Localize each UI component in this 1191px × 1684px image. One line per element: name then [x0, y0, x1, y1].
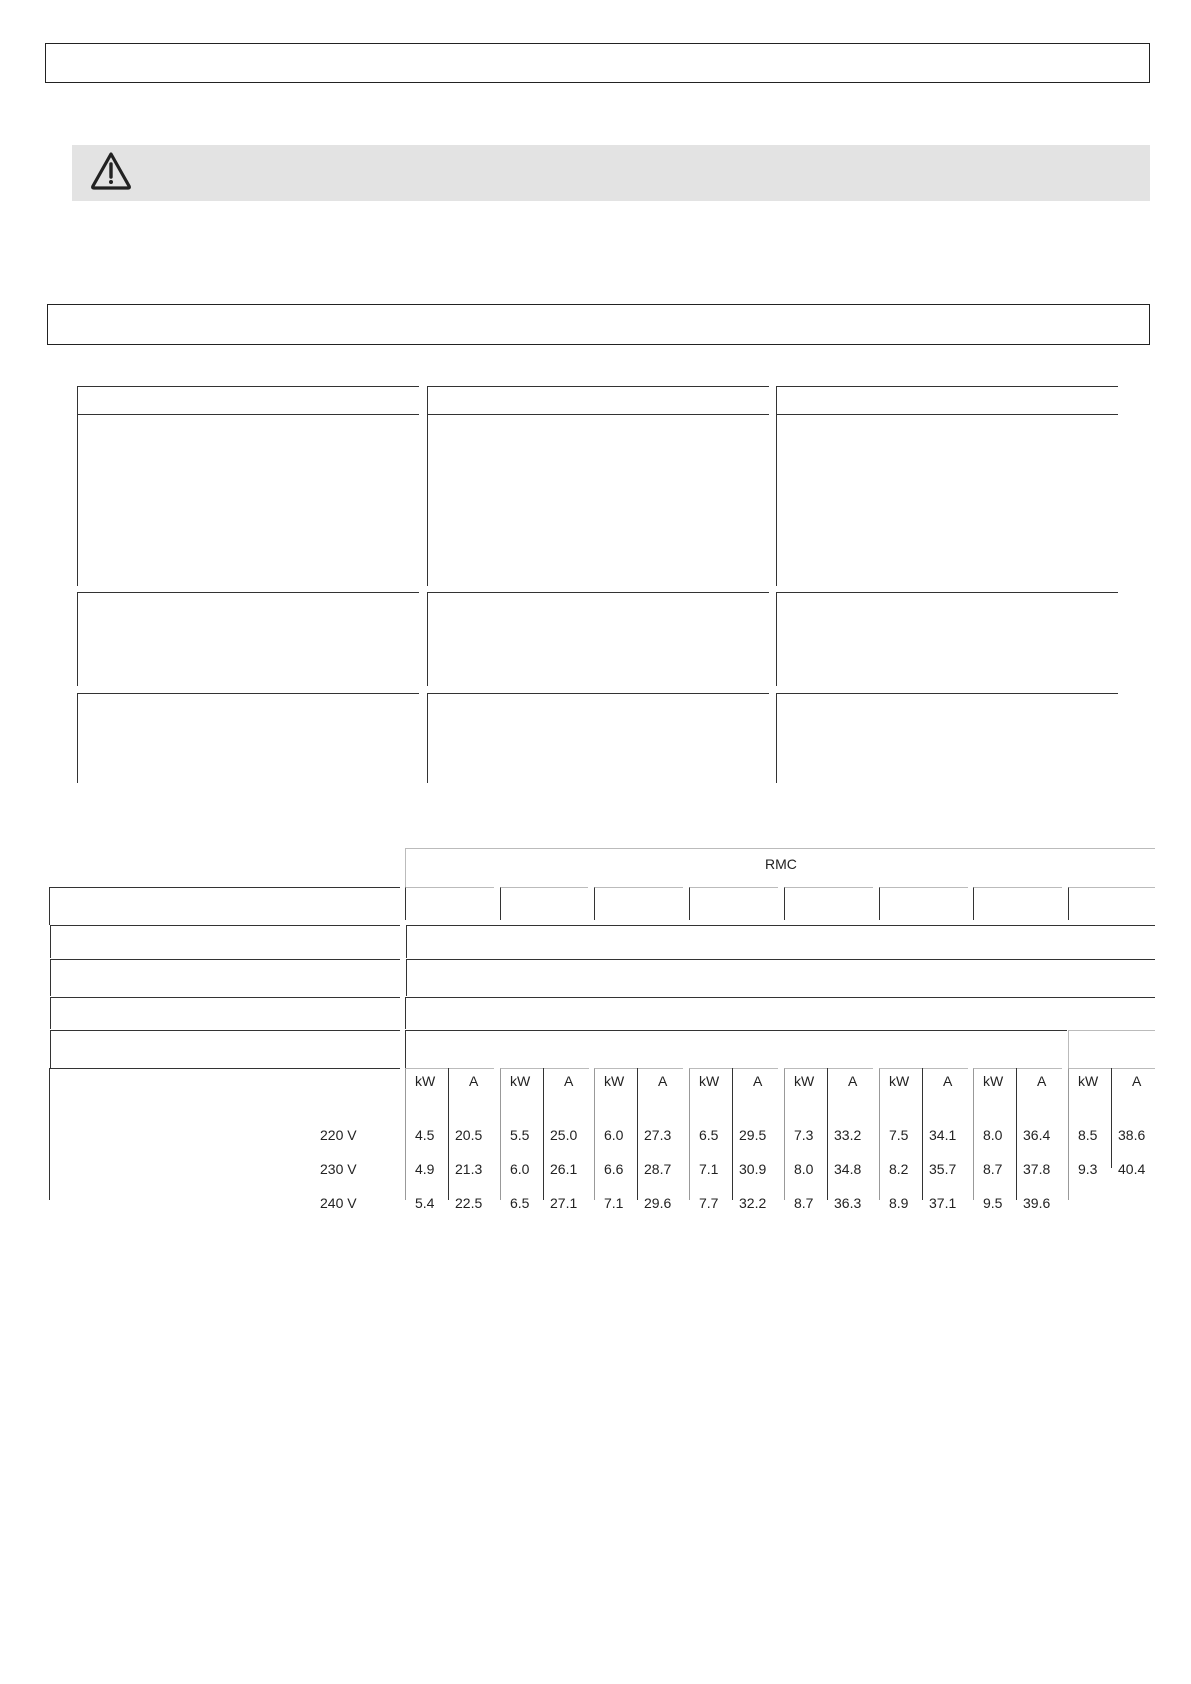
upper-row-cell [427, 592, 769, 686]
upper-row-cell [77, 693, 419, 783]
label-cell [50, 925, 400, 958]
amp-value: 20.5 [455, 1127, 483, 1143]
model-header-cell [500, 887, 588, 920]
kw-a-divider [827, 1068, 828, 1200]
label-cell [50, 959, 400, 996]
amp-value: 40.4 [1118, 1161, 1146, 1177]
kw-value: 7.5 [889, 1127, 909, 1143]
unit-a-label: A [469, 1073, 479, 1089]
amp-value: 34.1 [929, 1127, 957, 1143]
span-row-cell [406, 925, 1155, 958]
label-cell [49, 887, 400, 925]
model-header-cell [594, 887, 683, 920]
upper-row-cell [776, 693, 1118, 783]
span-row-cell [406, 959, 1155, 996]
kw-value: 8.0 [983, 1127, 1003, 1143]
unit-kw-label: kW [699, 1073, 720, 1089]
unit-kw-label: kW [604, 1073, 625, 1089]
unit-a-label: A [943, 1073, 953, 1089]
model-header-cell [879, 887, 968, 920]
amp-value: 25.0 [550, 1127, 578, 1143]
kw-value: 5.5 [510, 1127, 530, 1143]
voltage-label: 220 V [320, 1127, 357, 1143]
kw-a-divider [1111, 1068, 1112, 1168]
amp-value: 34.8 [834, 1161, 862, 1177]
upper-header-cell [427, 386, 769, 414]
amp-value: 30.9 [739, 1161, 767, 1177]
kw-a-divider [732, 1068, 733, 1200]
kw-value: 7.1 [604, 1195, 624, 1211]
model-header-cell [689, 887, 778, 920]
label-cell [50, 997, 400, 1029]
kw-value: 7.3 [794, 1127, 814, 1143]
kw-value: 6.5 [699, 1127, 719, 1143]
kw-value: 8.2 [889, 1161, 909, 1177]
unit-a-label: A [658, 1073, 668, 1089]
label-cell [50, 1030, 400, 1068]
upper-header-cell [776, 386, 1118, 414]
amp-value: 26.1 [550, 1161, 578, 1177]
kw-value: 9.3 [1078, 1161, 1098, 1177]
kw-value: 6.5 [510, 1195, 530, 1211]
unit-kw-label: kW [983, 1073, 1004, 1089]
unit-a-label: A [753, 1073, 763, 1089]
unit-kw-label: kW [1078, 1073, 1099, 1089]
unit-kw-label: kW [794, 1073, 815, 1089]
upper-row-cell [427, 693, 769, 783]
voltage-label: 240 V [320, 1195, 357, 1211]
unit-kw-label: kW [889, 1073, 910, 1089]
kw-a-divider [1016, 1068, 1017, 1200]
upper-row-cell [77, 414, 419, 586]
amp-value: 27.1 [550, 1195, 578, 1211]
unit-a-label: A [564, 1073, 574, 1089]
warning-banner [72, 145, 1150, 201]
kw-a-divider [637, 1068, 638, 1200]
amp-value: 21.3 [455, 1161, 483, 1177]
span-row-cell [405, 997, 1155, 1029]
kw-value: 6.0 [510, 1161, 530, 1177]
section-title-box-1 [45, 43, 1150, 83]
kw-value: 5.4 [415, 1195, 435, 1211]
kw-value: 8.7 [983, 1161, 1003, 1177]
kw-value: 4.9 [415, 1161, 435, 1177]
model-header-cell [405, 887, 494, 920]
kw-value: 7.7 [699, 1195, 719, 1211]
model-header-cell [973, 887, 1062, 920]
upper-row-cell [776, 592, 1118, 686]
voltage-label: 230 V [320, 1161, 357, 1177]
section-title-box-2 [47, 304, 1150, 345]
amp-value: 22.5 [455, 1195, 483, 1211]
kw-a-divider [922, 1068, 923, 1200]
kw-value: 6.0 [604, 1127, 624, 1143]
span-row-cell [1068, 1030, 1155, 1068]
unit-kw-label: kW [510, 1073, 531, 1089]
kw-value: 9.5 [983, 1195, 1003, 1211]
kw-value: 8.5 [1078, 1127, 1098, 1143]
span-row-cell [405, 1030, 1067, 1068]
kw-value: 4.5 [415, 1127, 435, 1143]
amp-value: 37.8 [1023, 1161, 1051, 1177]
kw-value: 8.0 [794, 1161, 814, 1177]
kw-value: 6.6 [604, 1161, 624, 1177]
kw-a-divider [448, 1068, 449, 1200]
unit-kw-label: kW [415, 1073, 436, 1089]
amp-value: 29.5 [739, 1127, 767, 1143]
unit-a-label: A [848, 1073, 858, 1089]
kw-value: 8.7 [794, 1195, 814, 1211]
upper-row-cell [77, 592, 419, 686]
kw-value: 7.1 [699, 1161, 719, 1177]
warning-triangle-icon [90, 151, 132, 193]
group-header-label: RMC [765, 856, 797, 872]
amp-value: 32.2 [739, 1195, 767, 1211]
amp-value: 33.2 [834, 1127, 862, 1143]
kw-a-divider [543, 1068, 544, 1200]
amp-value: 37.1 [929, 1195, 957, 1211]
amp-value: 36.3 [834, 1195, 862, 1211]
amp-value: 36.4 [1023, 1127, 1051, 1143]
upper-row-cell [776, 414, 1118, 586]
amp-value: 35.7 [929, 1161, 957, 1177]
kw-value: 8.9 [889, 1195, 909, 1211]
model-header-cell [1068, 887, 1155, 920]
amp-value: 39.6 [1023, 1195, 1051, 1211]
unit-a-label: A [1037, 1073, 1047, 1089]
amp-value: 28.7 [644, 1161, 672, 1177]
upper-header-cell [77, 386, 419, 414]
unit-a-label: A [1132, 1073, 1142, 1089]
amp-value: 38.6 [1118, 1127, 1146, 1143]
amp-value: 29.6 [644, 1195, 672, 1211]
model-header-cell [784, 887, 873, 920]
upper-row-cell [427, 414, 769, 586]
amp-value: 27.3 [644, 1127, 672, 1143]
